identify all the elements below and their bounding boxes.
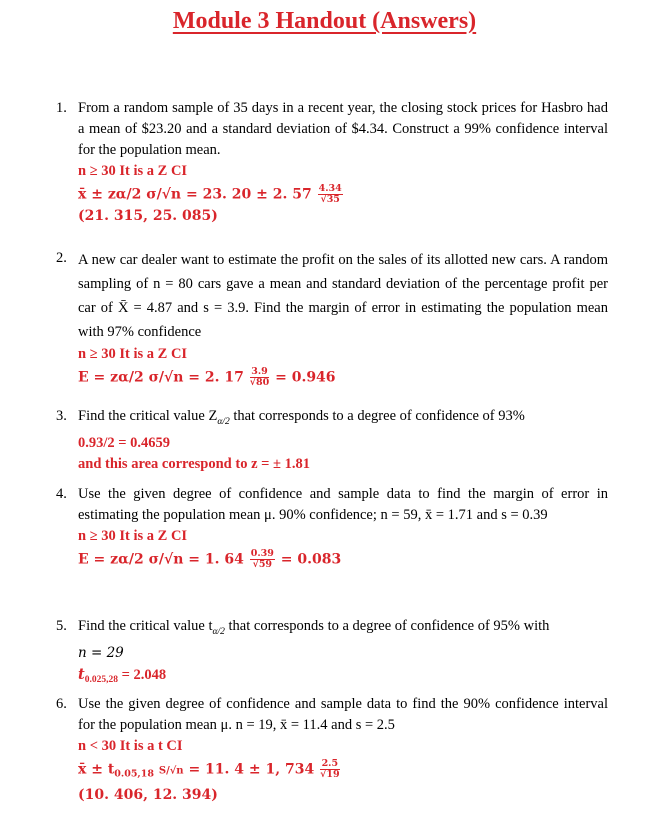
formula-lhs: x̄ ± zα/2 σ/√n xyxy=(78,186,182,203)
formula-rhs: = 23. 20 ± 2. 57 xyxy=(185,186,312,203)
answer-value: = 2.048 xyxy=(117,666,167,683)
fraction xyxy=(318,184,343,205)
formula-lhs: x̄ ± t xyxy=(78,761,115,778)
question-body xyxy=(78,248,608,389)
question-text: A new car dealer want to estimate the profit on the sales of its allotted new cars. A random sampling of n = 80 cars gave a mean and standard deviation of the percentage profit per car of X̄ = 4.87 and s = 3.9. Find the margin of error in estimating the population mean with 97% confidence xyxy=(78,252,608,340)
fraction-bottom: √80 xyxy=(249,377,270,388)
question-text xyxy=(78,406,608,433)
formula-line xyxy=(78,367,608,389)
question-number: 2. xyxy=(56,250,67,266)
fraction-top: 4.34 xyxy=(318,183,342,194)
subscript: α/2 xyxy=(217,416,230,427)
rule-line: n ≥ 30 It is a Z CI xyxy=(78,528,188,544)
formula-line xyxy=(78,184,608,206)
n-line: n = 29 xyxy=(78,644,124,661)
question-text: Use the given degree of confidence and sample data to find the margin of error in estimating the population mean μ. 90% confidence; n = 59, x̄ = 1.71 and s = 0.39 xyxy=(78,486,608,523)
formula-lhs: E = zα/2 σ/√n xyxy=(78,551,184,568)
fraction-bottom: √35 xyxy=(320,194,340,205)
fraction xyxy=(250,549,275,570)
formula-rhs: = 2. 17 xyxy=(188,369,244,386)
question-text-b: that corresponds to a degree of confidence of 95% with xyxy=(224,618,550,634)
result: = 0.946 xyxy=(275,369,336,386)
question-body xyxy=(78,98,608,227)
question-number: 3. xyxy=(56,408,67,424)
question-text: Use the given degree of confidence and sample data to find the 90% confidence interval for the population mean μ. n = 19, x̄ = 11.4 and s = 2.5 xyxy=(78,696,608,733)
answer-subscript: 0.025,28 xyxy=(84,674,118,685)
question-body xyxy=(78,406,608,475)
formula-rhs: = 11. 4 ± 1, 734 xyxy=(188,761,315,778)
answer-symbol: t xyxy=(78,665,85,683)
question-number: 1. xyxy=(56,100,67,116)
question-text-a: Find the critical value Z xyxy=(78,408,218,424)
question-text: From a random sample of 35 days in a recent year, the closing stock prices for Hasbro had a mean of $23.20 and a standard deviation of $4.34. Construct a 99% confidence interval for the population mean. xyxy=(78,100,608,158)
answer-line-1: 0.93/2 = 0.4659 xyxy=(78,434,171,451)
rule-line: n ≥ 30 It is a Z CI xyxy=(78,163,188,179)
formula-subscript: 0.05,18 xyxy=(114,768,154,780)
result-line: (21. 315, 25. 085) xyxy=(78,207,218,224)
question-text-a: Find the critical value t xyxy=(78,618,213,634)
formula-lhs: E = zα/2 σ/√n xyxy=(78,369,184,386)
question-number: 4. xyxy=(56,486,67,502)
question-text-b: that corresponds to a degree of confidence of 93% xyxy=(229,408,525,424)
question-text xyxy=(78,616,608,643)
result-line: (10. 406, 12. 394) xyxy=(78,786,218,803)
question-number: 5. xyxy=(56,618,67,634)
question-body xyxy=(78,694,608,806)
fraction xyxy=(320,759,339,780)
rule-line: n < 30 It is a t CI xyxy=(78,738,183,754)
formula-mid: S/√n xyxy=(158,765,184,777)
question-number: 6. xyxy=(56,696,67,712)
page-title: Module 3 Handout (Answers) xyxy=(172,8,477,34)
rule-line: n ≥ 30 It is a Z CI xyxy=(78,346,188,362)
question-body xyxy=(78,616,608,691)
fraction-top: 3.9 xyxy=(251,366,268,377)
subscript: α/2 xyxy=(212,626,225,637)
formula-line xyxy=(78,549,608,571)
formula-rhs: = 1. 64 xyxy=(188,551,244,568)
fraction-top: 2.5 xyxy=(321,758,339,769)
question-body xyxy=(78,484,608,571)
fraction-top: 0.39 xyxy=(250,548,274,559)
fraction xyxy=(250,367,269,388)
fraction-bottom: √59 xyxy=(252,559,273,570)
answer-line xyxy=(78,664,608,691)
result: = 0.083 xyxy=(280,551,342,568)
formula-line xyxy=(78,759,608,785)
answer-line-2: and this area correspond to z = ± 1.81 xyxy=(78,455,310,472)
fraction-bottom: √19 xyxy=(320,769,340,780)
